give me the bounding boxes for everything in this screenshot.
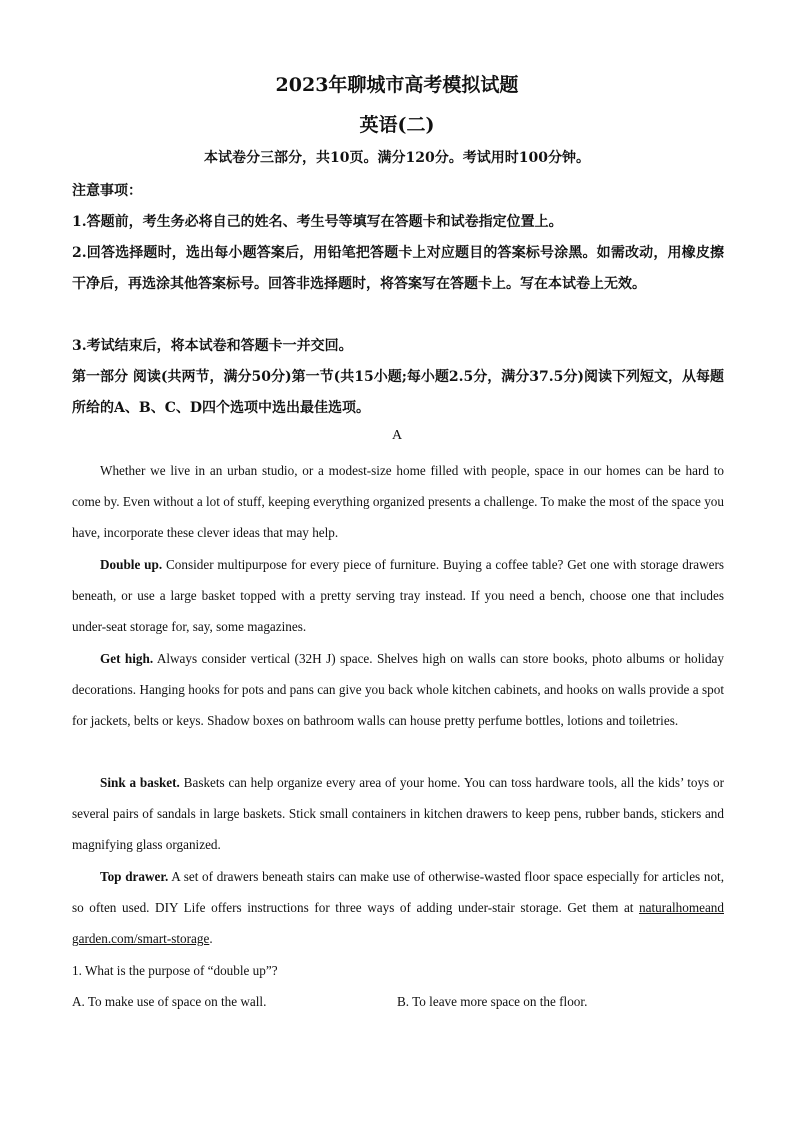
paragraph-text: Consider multipurpose for every piece of furniture. Buying a coffee table? Get one with storage drawers beneath, or use a large basket topped with a pretty serving tray instead. If you need a bench, choose one that includes under-seat storage for, say, some magazines.: [72, 557, 724, 635]
passage-paragraph-sink-a-basket: [72, 767, 724, 861]
instruction-item-3: 3.考试结束后，将本试卷和答题卡一并交回。: [72, 338, 353, 354]
part-one-directions: 第一部分 阅读(共两节，满分50分)第一节(共15小题;每小题2.5分，满分37.5分)阅读下列短文，从每题所给的A、B、C、D四个选项中选出最佳选项。: [72, 369, 724, 416]
passage-label: A: [391, 428, 403, 443]
question-1-stem: 1. What is the purpose of “double up”?: [72, 963, 278, 978]
paragraph-heading: Double up.: [100, 557, 163, 572]
instruction-item-2: 2.回答选择题时，选出每小题答案后，用铅笔把答题卡上对应题目的答案标号涂黑。如需改动，用橡皮擦干净后，再选涂其他答案标号。回答非选择题时，将答案写在答题卡上。写在本试卷上无效。: [72, 245, 724, 292]
paragraph-text: A set of drawers beneath stairs can make use of otherwise-wasted floor space especially for articles not, so often used. DIY Life offers instructions for three ways of adding under-stair storage. Get them at: [72, 869, 725, 916]
question-1-option-a: A. To make use of space on the wall.: [72, 994, 267, 1009]
instructions-heading: 注意事项：: [72, 183, 142, 199]
storage-link[interactable]: naturalhomeand garden.com/smart-storage: [72, 900, 724, 947]
passage-intro: Whether we live in an urban studio, or a modest-size home filled with people, space in our homes can be hard to come by. Even without a lot of stuff, keeping everything organized presents a challenge. To make the most of the space you have, incorporate these clever ideas that may help.: [72, 463, 724, 541]
paragraph-heading: Sink a basket.: [100, 775, 180, 790]
passage-paragraph-double-up: [72, 549, 724, 643]
exam-title: 2023年聊城市高考模拟试题: [275, 74, 519, 96]
paragraph-text: Always consider vertical (32H J) space. Shelves high on walls can store books, photo albums or holiday decorations. Hanging hooks for pots and pans can give you back whole kitchen cabinets, and hooks on walls provide a spot for jackets, belts or keys. Shadow boxes on bathroom walls can house pretty perfume bottles, lotions and toiletries.: [72, 651, 724, 729]
passage-paragraph-top-drawer: [72, 861, 724, 955]
exam-subject: 英语(二): [359, 114, 435, 136]
paragraph-text: Baskets can help organize every area of your home. You can toss hardware tools, all the kids’ toys or several pairs of sandals in large baskets. Stick small containers in kitchen drawers to keep pens, rubber bands, stickers and magnifying glass organized.: [72, 775, 724, 853]
paragraph-heading: Top drawer.: [100, 869, 169, 884]
paragraph-end: .: [209, 931, 213, 947]
exam-info: 本试卷分三部分，共10页。满分120分。考试用时100分钟。: [204, 150, 590, 166]
instruction-item-1: 1.答题前，考生务必将自己的姓名、考生号等填写在答题卡和试卷指定位置上。: [72, 214, 563, 230]
paragraph-heading: Get high.: [100, 651, 154, 666]
passage-paragraph-get-high: [72, 643, 724, 737]
question-1-option-b: B. To leave more space on the floor.: [397, 994, 588, 1009]
